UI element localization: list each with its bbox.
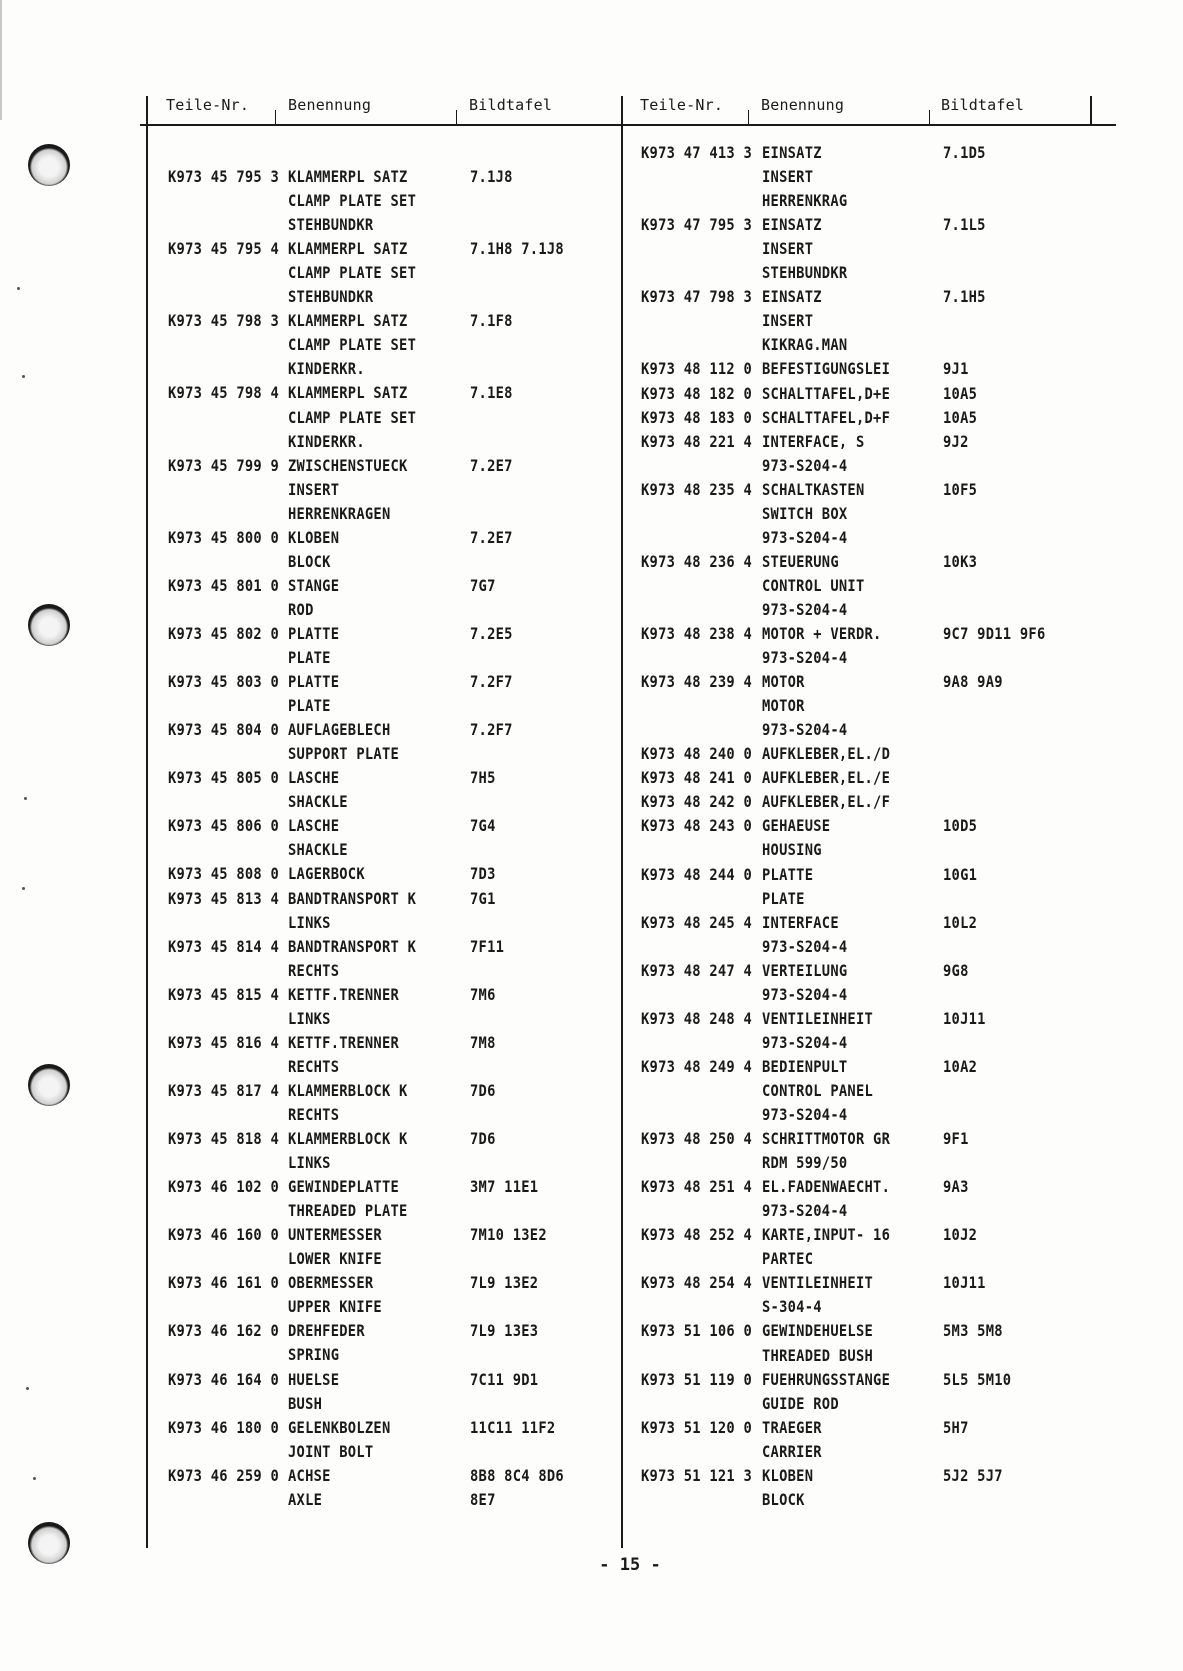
part-designation: AUFKLEBER,EL./D <box>762 744 891 764</box>
part-number: K973 51 106 0 <box>641 1321 753 1341</box>
scan-speck <box>22 375 25 378</box>
part-designation-line: INSERT <box>762 311 814 331</box>
scan-edge-mark <box>0 0 2 120</box>
part-designation: UNTERMESSER <box>288 1225 382 1245</box>
plate-reference: 7M6 <box>470 984 496 1004</box>
part-designation: TRAEGER <box>762 1417 822 1437</box>
part-number: K973 48 240 0 <box>641 744 753 764</box>
part-number: K973 48 221 4 <box>641 431 753 451</box>
part-number: K973 45 802 0 <box>168 623 280 643</box>
part-designation-line: KINDERKR. <box>288 359 365 379</box>
header-part-number: Teile-Nr. <box>166 96 250 114</box>
header-tick <box>456 110 457 124</box>
part-designation: PLATTE <box>288 623 340 643</box>
part-designation: KETTF.TRENNER <box>288 984 400 1004</box>
part-number: K973 48 245 4 <box>641 912 753 932</box>
part-designation-line: INSERT <box>762 239 814 259</box>
part-number: K973 47 413 3 <box>641 143 753 162</box>
part-designation: BANDTRANSPORT K <box>288 888 417 908</box>
page-number: - 15 - <box>599 1555 661 1575</box>
part-designation-line: ROD <box>288 599 314 619</box>
plate-reference: 10J11 <box>943 1273 986 1293</box>
plate-reference: 10A2 <box>943 1056 978 1076</box>
scan-speck <box>22 887 25 890</box>
part-number: K973 48 235 4 <box>641 479 753 499</box>
plate-reference: 7G1 <box>470 888 496 908</box>
part-designation-line: 973-S204-4 <box>762 648 848 668</box>
part-number: K973 45 817 4 <box>168 1080 280 1100</box>
part-designation-line: HOUSING <box>762 840 822 860</box>
part-designation-line: BLOCK <box>288 551 331 571</box>
part-designation: INTERFACE <box>762 912 839 932</box>
part-number: K973 48 248 4 <box>641 1008 753 1028</box>
plate-reference: 7.2E5 <box>470 623 513 643</box>
part-designation-line: INSERT <box>288 479 340 499</box>
part-number: K973 46 161 0 <box>168 1273 280 1293</box>
plate-reference: 3M7 11E1 <box>470 1177 539 1197</box>
part-designation-line: CLAMP PLATE SET <box>288 335 417 355</box>
part-designation-line: 973-S204-4 <box>762 527 848 547</box>
part-number: K973 47 795 3 <box>641 215 753 235</box>
part-designation-line: 973-S204-4 <box>762 1105 848 1124</box>
part-designation-line: PLATE <box>762 888 805 908</box>
plate-reference: 7.2E7 <box>470 455 513 475</box>
part-number: K973 48 239 4 <box>641 672 753 692</box>
part-designation: AUFKLEBER,EL./E <box>762 768 891 788</box>
part-number: K973 48 243 0 <box>641 816 753 836</box>
plate-reference: 10F5 <box>943 479 978 499</box>
part-designation: SCHALTTAFEL,D+F <box>762 407 891 427</box>
part-designation-line: HERRENKRAGEN <box>288 503 391 523</box>
part-number: K973 45 814 4 <box>168 936 280 956</box>
part-designation-line: S-304-4 <box>762 1297 822 1317</box>
part-number: K973 48 254 4 <box>641 1273 753 1293</box>
plate-reference: 9A3 <box>943 1177 969 1197</box>
part-designation: KARTE,INPUT- 16 <box>762 1225 891 1245</box>
part-number: K973 45 795 4 <box>168 239 280 259</box>
part-number: K973 51 119 0 <box>641 1369 753 1389</box>
part-number: K973 45 804 0 <box>168 720 280 740</box>
plate-reference: 7.1H5 <box>943 287 986 307</box>
part-designation-line: STEHBUNDKR <box>288 287 374 307</box>
part-designation: KLAMMERPL SATZ <box>288 311 408 331</box>
part-designation-line: PLATE <box>288 648 331 667</box>
header-plate: Bildtafel <box>941 96 1025 114</box>
part-number: K973 45 795 3 <box>168 167 280 186</box>
part-designation-line: PARTEC <box>762 1249 814 1269</box>
part-designation-line: CARRIER <box>762 1441 822 1461</box>
plate-reference: 7.1H8 7.1J8 <box>470 239 564 259</box>
part-designation: INTERFACE, S <box>762 431 865 451</box>
part-number: K973 48 183 0 <box>641 407 753 427</box>
part-designation: LASCHE <box>288 768 340 788</box>
part-designation-line: 973-S204-4 <box>762 984 848 1004</box>
part-designation-line: BLOCK <box>762 1489 805 1509</box>
part-number: K973 48 251 4 <box>641 1177 753 1197</box>
plate-reference: 7H5 <box>470 768 496 788</box>
part-designation: BEFESTIGUNGSLEI <box>762 359 891 379</box>
part-designation-line: LOWER KNIFE <box>288 1249 382 1269</box>
part-designation-line: SHACKLE <box>288 792 348 812</box>
part-number: K973 45 806 0 <box>168 816 280 836</box>
header-rule <box>140 124 1116 126</box>
part-designation-line: INSERT <box>762 167 814 187</box>
part-designation: BEDIENPULT <box>762 1056 848 1076</box>
plate-reference: 7D3 <box>470 864 496 884</box>
part-number: K973 48 250 4 <box>641 1129 753 1149</box>
part-number: K973 48 236 4 <box>641 551 753 571</box>
part-designation-line: CLAMP PLATE SET <box>288 263 417 283</box>
scan-speck <box>17 287 20 290</box>
part-number: K973 46 160 0 <box>168 1225 280 1245</box>
plate-reference: 7M10 13E2 <box>470 1225 547 1245</box>
part-number: K973 48 182 0 <box>641 383 753 403</box>
header-part-number: Teile-Nr. <box>640 96 724 114</box>
part-number: K973 48 247 4 <box>641 960 753 980</box>
part-designation-line: SHACKLE <box>288 840 348 860</box>
plate-reference: 7G7 <box>470 575 496 595</box>
part-number: K973 45 798 4 <box>168 383 280 403</box>
part-number: K973 45 799 9 <box>168 455 280 475</box>
part-number: K973 48 242 0 <box>641 792 753 812</box>
plate-reference: 7D6 <box>470 1129 496 1148</box>
left-column-border <box>146 96 148 1548</box>
plate-reference: 7L9 13E3 <box>470 1321 539 1341</box>
part-designation-line: SUPPORT PLATE <box>288 744 400 764</box>
plate-reference: 8E7 <box>470 1489 496 1509</box>
part-designation-line: LINKS <box>288 912 331 932</box>
part-designation-line: UPPER KNIFE <box>288 1297 382 1317</box>
header-designation: Benennung <box>761 96 845 114</box>
part-designation-line: SWITCH BOX <box>762 503 848 523</box>
part-designation-line: RECHTS <box>288 1104 340 1124</box>
part-designation-line: CONTROL UNIT <box>762 575 865 595</box>
part-designation-line: PLATE <box>288 696 331 716</box>
plate-reference: 5J2 5J7 <box>943 1465 1003 1485</box>
plate-reference: 5H7 <box>943 1417 969 1437</box>
plate-reference: 9J2 <box>943 431 969 451</box>
part-number: K973 46 180 0 <box>168 1417 280 1437</box>
part-designation-line: THREADED BUSH <box>762 1345 874 1365</box>
part-designation: SCHALTKASTEN <box>762 479 865 499</box>
plate-reference: 9J1 <box>943 359 969 379</box>
part-designation: AUFKLEBER,EL./F <box>762 792 891 812</box>
part-designation: GEWINDEPLATTE <box>288 1177 400 1197</box>
part-number: K973 45 813 4 <box>168 888 280 908</box>
part-designation: ACHSE <box>288 1465 331 1485</box>
part-designation: GELENKBOLZEN <box>288 1417 391 1437</box>
binder-hole <box>28 144 70 186</box>
part-designation: BANDTRANSPORT K <box>288 936 417 956</box>
part-designation: VENTILEINHEIT <box>762 1008 874 1028</box>
plate-reference: 5M3 5M8 <box>943 1321 1003 1341</box>
part-designation: HUELSE <box>288 1369 340 1389</box>
part-designation: PLATTE <box>288 672 340 692</box>
plate-reference: 10A5 <box>943 383 978 403</box>
plate-reference: 7.1F8 <box>470 311 513 331</box>
header-tick <box>929 110 930 124</box>
plate-reference: 9C7 9D11 9F6 <box>943 624 1046 643</box>
header-tick <box>748 110 749 124</box>
part-number: K973 45 803 0 <box>168 672 280 692</box>
plate-reference: 7.1J8 <box>470 167 513 186</box>
plate-reference: 8B8 8C4 8D6 <box>470 1465 564 1485</box>
part-designation: STANGE <box>288 575 340 595</box>
right-header-border <box>1090 96 1092 126</box>
scan-speck <box>26 1387 29 1390</box>
part-designation: ZWISCHENSTUECK <box>288 455 408 475</box>
part-designation: KLOBEN <box>288 527 340 547</box>
part-number: K973 45 815 4 <box>168 984 280 1004</box>
scan-speck <box>33 1477 36 1480</box>
part-number: K973 45 808 0 <box>168 864 280 884</box>
part-designation-line: 973-S204-4 <box>762 455 848 475</box>
part-designation-line: GUIDE ROD <box>762 1393 839 1413</box>
part-designation: KLAMMERPL SATZ <box>288 167 408 186</box>
part-designation: LAGERBOCK <box>288 864 365 884</box>
part-designation: KLOBEN <box>762 1465 814 1485</box>
part-designation-line: HERRENKRAG <box>762 191 848 211</box>
part-designation-line: 973-S204-4 <box>762 720 848 740</box>
part-designation-line: RECHTS <box>288 960 340 980</box>
part-designation: EINSATZ <box>762 287 822 307</box>
part-designation: KLAMMERBLOCK K <box>288 1080 408 1100</box>
column-divider <box>621 96 623 1548</box>
part-number: K973 46 164 0 <box>168 1369 280 1389</box>
part-designation-line: 973-S204-4 <box>762 599 848 619</box>
part-number: K973 48 244 0 <box>641 864 753 884</box>
plate-reference: 10L2 <box>943 912 978 932</box>
part-number: K973 45 800 0 <box>168 527 280 547</box>
part-designation-line: RDM 599/50 <box>762 1153 848 1173</box>
binder-hole <box>28 604 70 646</box>
part-designation-line: LINKS <box>288 1153 331 1173</box>
binder-hole <box>28 1064 70 1106</box>
part-designation-line: SPRING <box>288 1345 340 1365</box>
part-number: K973 45 805 0 <box>168 768 280 788</box>
part-designation-line: KIKRAG.MAN <box>762 335 848 355</box>
part-designation: OBERMESSER <box>288 1273 374 1293</box>
part-designation-line: 973-S204-4 <box>762 1201 848 1221</box>
part-designation: VENTILEINHEIT <box>762 1273 874 1293</box>
plate-reference: 7.2F7 <box>470 720 513 740</box>
part-designation: KETTF.TRENNER <box>288 1032 400 1052</box>
part-designation-line: KINDERKR. <box>288 431 365 451</box>
part-designation: MOTOR + VERDR. <box>762 624 882 643</box>
part-designation: VERTEILUNG <box>762 960 848 980</box>
part-designation: KLAMMERPL SATZ <box>288 239 408 259</box>
part-designation: EINSATZ <box>762 143 822 162</box>
part-designation-line: CLAMP PLATE SET <box>288 407 417 427</box>
part-designation: MOTOR <box>762 672 805 692</box>
part-designation: GEWINDEHUELSE <box>762 1321 874 1341</box>
part-number: K973 45 798 3 <box>168 311 280 331</box>
plate-reference: 7F11 <box>470 936 505 956</box>
plate-reference: 9A8 9A9 <box>943 672 1003 692</box>
plate-reference: 10J11 <box>943 1008 986 1028</box>
part-number: K973 48 112 0 <box>641 359 753 379</box>
part-designation-line: MOTOR <box>762 696 805 716</box>
part-designation: EL.FADENWAECHT. <box>762 1177 891 1197</box>
plate-reference: 10K3 <box>943 551 978 571</box>
part-number: K973 51 121 3 <box>641 1465 753 1485</box>
part-designation-line: AXLE <box>288 1489 323 1509</box>
plate-reference: 7.2E7 <box>470 527 513 547</box>
plate-reference: 7C11 9D1 <box>470 1369 539 1389</box>
part-designation-line: THREADED PLATE <box>288 1201 408 1221</box>
part-number: K973 48 241 0 <box>641 768 753 788</box>
part-number: K973 48 238 4 <box>641 624 753 643</box>
part-designation-line: LINKS <box>288 1008 331 1028</box>
plate-reference: 9F1 <box>943 1129 969 1149</box>
part-number: K973 46 259 0 <box>168 1465 280 1485</box>
part-designation: AUFLAGEBLECH <box>288 720 391 740</box>
plate-reference: 10D5 <box>943 816 978 836</box>
plate-reference: 7.1E8 <box>470 383 513 403</box>
header-designation: Benennung <box>288 96 372 114</box>
part-designation: FUEHRUNGSSTANGE <box>762 1369 891 1389</box>
plate-reference: 10G1 <box>943 864 978 884</box>
plate-reference: 7L9 13E2 <box>470 1273 539 1293</box>
header-tick <box>275 110 276 124</box>
part-designation: STEUERUNG <box>762 551 839 571</box>
part-designation-line: RECHTS <box>288 1056 340 1076</box>
part-number: K973 45 801 0 <box>168 575 280 595</box>
part-designation-line: 973-S204-4 <box>762 936 848 956</box>
part-designation-line: 973-S204-4 <box>762 1032 848 1052</box>
part-designation: PLATTE <box>762 864 814 884</box>
part-designation-line: STEHBUNDKR <box>762 263 848 283</box>
part-designation: KLAMMERBLOCK K <box>288 1129 408 1148</box>
part-number: K973 45 818 4 <box>168 1129 280 1148</box>
plate-reference: 5L5 5M10 <box>943 1369 1012 1389</box>
plate-reference: 7.2F7 <box>470 672 513 692</box>
part-designation: KLAMMERPL SATZ <box>288 383 408 403</box>
part-number: K973 46 102 0 <box>168 1177 280 1197</box>
part-designation: GEHAEUSE <box>762 816 831 836</box>
plate-reference: 7G4 <box>470 816 496 836</box>
part-number: K973 46 162 0 <box>168 1321 280 1341</box>
plate-reference: 7.1L5 <box>943 215 986 235</box>
part-number: K973 47 798 3 <box>641 287 753 307</box>
plate-reference: 11C11 11F2 <box>470 1417 556 1437</box>
part-number: K973 45 816 4 <box>168 1032 280 1052</box>
part-designation-line: STEHBUNDKR <box>288 215 374 235</box>
part-designation: SCHRITTMOTOR GR <box>762 1129 891 1149</box>
part-designation: LASCHE <box>288 816 340 836</box>
part-number: K973 51 120 0 <box>641 1417 753 1437</box>
plate-reference: 10J2 <box>943 1225 978 1245</box>
header-plate: Bildtafel <box>469 96 553 114</box>
part-number: K973 48 252 4 <box>641 1225 753 1245</box>
part-designation-line: CLAMP PLATE SET <box>288 191 417 211</box>
plate-reference: 9G8 <box>943 960 969 980</box>
part-designation: SCHALTTAFEL,D+E <box>762 383 891 403</box>
plate-reference: 7M8 <box>470 1032 496 1052</box>
part-designation-line: JOINT BOLT <box>288 1441 374 1461</box>
part-designation-line: BUSH <box>288 1393 323 1413</box>
part-number: K973 48 249 4 <box>641 1056 753 1076</box>
plate-reference: 7D6 <box>470 1080 496 1100</box>
part-designation: EINSATZ <box>762 215 822 235</box>
part-designation: DREHFEDER <box>288 1321 365 1341</box>
scan-speck <box>24 797 27 800</box>
plate-reference: 10A5 <box>943 407 978 427</box>
plate-reference: 7.1D5 <box>943 143 986 162</box>
part-designation-line: CONTROL PANEL <box>762 1080 874 1100</box>
